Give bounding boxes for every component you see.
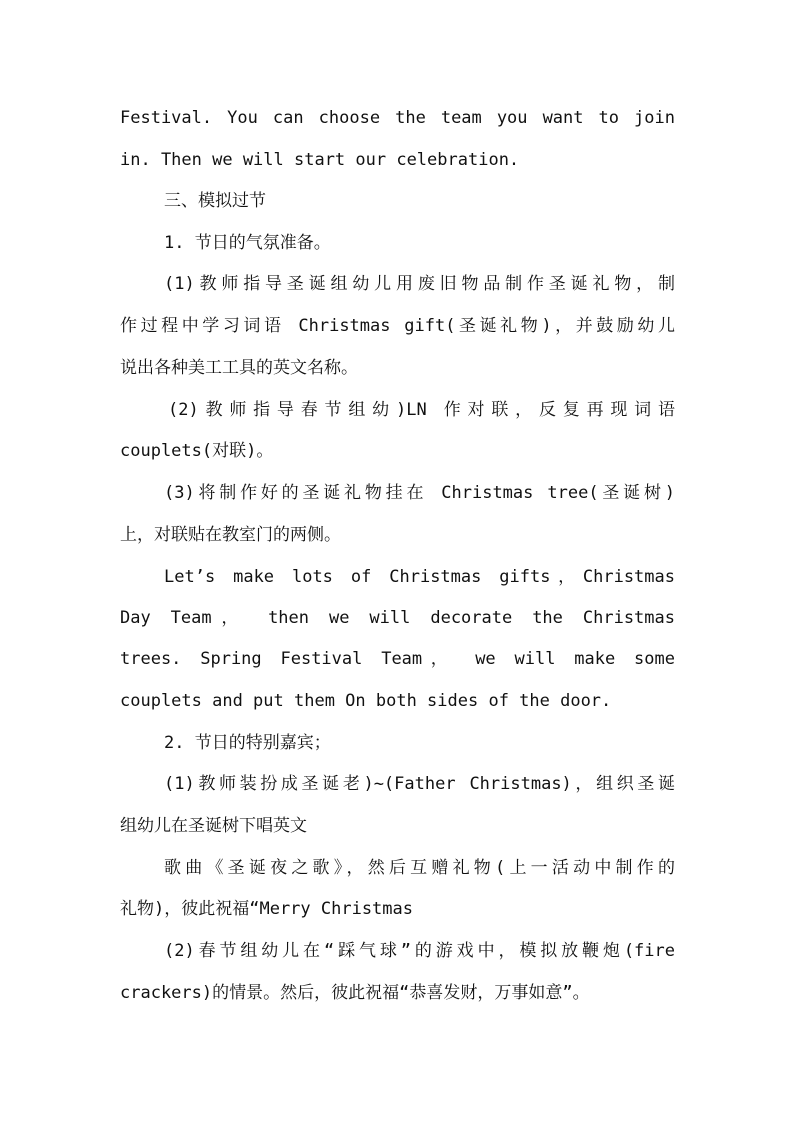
paragraph-line: in. Then we will start our celebration. xyxy=(120,150,520,170)
paragraph-line: Festival. You can choose the team you want to join xyxy=(120,108,675,128)
section-heading: 三、模拟过节 xyxy=(164,191,266,211)
paragraph-line: Day Team， then we will decorate the Christmas xyxy=(120,608,675,628)
paragraph-line: (2)春节组幼儿在“踩气球”的游戏中，模拟放鞭炮(fire xyxy=(164,941,675,961)
paragraph-line: Let’s make lots of Christmas gifts，Christmas xyxy=(164,567,675,587)
subsection-heading: 1. 节日的气氛准备。 xyxy=(164,233,331,253)
paragraph-line: (2)教师指导春节组幼)LN 作对联，反复再现词语 xyxy=(168,400,675,420)
paragraph-line: 作过程中学习词语 Christmas gift(圣诞礼物)，并鼓励幼儿 xyxy=(120,316,675,336)
paragraph-line: couplets(对联)。 xyxy=(120,441,274,461)
paragraph-line: crackers)的情景。然后，彼此祝福“恭喜发财，万事如意”。 xyxy=(120,983,590,1003)
paragraph-line: couplets and put them On both sides of the door. xyxy=(120,691,612,711)
paragraph-line: (1)教师指导圣诞组幼儿用废旧物品制作圣诞礼物，制 xyxy=(164,274,675,294)
subsection-heading: 2. 节日的特别嘉宾； xyxy=(164,733,331,753)
paragraph-line: (1)教师装扮成圣诞老)~(Father Christmas)，组织圣诞 xyxy=(164,774,675,794)
paragraph-line: 礼物)，彼此祝福“Merry Christmas xyxy=(120,899,413,919)
paragraph-line: 歌曲《圣诞夜之歌》，然后互赠礼物(上一活动中制作的 xyxy=(164,858,675,878)
paragraph-line: 说出各种美工工具的英文名称。 xyxy=(120,358,358,378)
paragraph-line: 组幼儿在圣诞树下唱英文 xyxy=(120,816,307,836)
paragraph-line: 上，对联贴在教室门的两侧。 xyxy=(120,525,341,545)
paragraph-line: trees. Spring Festival Team， we will make some xyxy=(120,649,675,669)
paragraph-line: (3)将制作好的圣诞礼物挂在 Christmas tree(圣诞树) xyxy=(164,483,675,503)
